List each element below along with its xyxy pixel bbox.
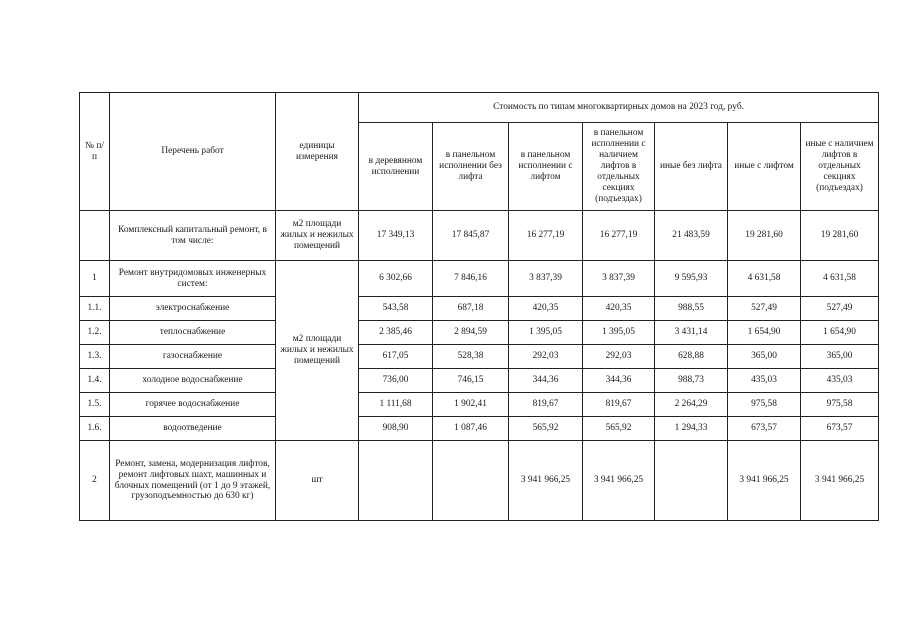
cell-value: 16 277,19 bbox=[583, 211, 655, 261]
cell-value: 19 281,60 bbox=[728, 211, 801, 261]
cell-value: 908,90 bbox=[359, 417, 433, 441]
cell-value: 3 837,39 bbox=[583, 261, 655, 297]
cost-table bbox=[79, 92, 879, 521]
row-num: 1.2. bbox=[80, 321, 110, 345]
table-row-section-2 bbox=[80, 441, 879, 521]
cell-value: 687,18 bbox=[433, 297, 509, 321]
cell-value: 344,36 bbox=[509, 369, 583, 393]
cell-value: 673,57 bbox=[801, 417, 879, 441]
cell-value: 617,05 bbox=[359, 345, 433, 369]
col-header-unit: единицы измерения bbox=[276, 93, 359, 211]
row-work: холодное водоснабжение bbox=[110, 369, 276, 393]
row-num: 1.1. bbox=[80, 297, 110, 321]
cell-value: 527,49 bbox=[728, 297, 801, 321]
cell-value bbox=[359, 441, 433, 521]
cell-value: 1 654,90 bbox=[801, 321, 879, 345]
cell-value: 3 837,39 bbox=[509, 261, 583, 297]
table-row bbox=[80, 297, 879, 321]
cell-value: 344,36 bbox=[583, 369, 655, 393]
cell-value: 3 941 966,25 bbox=[509, 441, 583, 521]
table-row-section-1 bbox=[80, 261, 879, 297]
row-work: газоснабжение bbox=[110, 345, 276, 369]
cell-value: 565,92 bbox=[509, 417, 583, 441]
cell-value: 21 483,59 bbox=[655, 211, 728, 261]
table-row bbox=[80, 321, 879, 345]
cell-value: 365,00 bbox=[728, 345, 801, 369]
col-header-type: в панельном исполнении с наличием лифтов в отдельных секциях (подъездах) bbox=[583, 123, 655, 211]
cell-value: 6 302,66 bbox=[359, 261, 433, 297]
row-unit: шт bbox=[276, 441, 359, 521]
row-num: 1.4. bbox=[80, 369, 110, 393]
cell-value: 673,57 bbox=[728, 417, 801, 441]
row-work: водоотведение bbox=[110, 417, 276, 441]
col-header-type: иные с лифтом bbox=[728, 123, 801, 211]
col-header-type: иные с наличием лифтов в отдельных секциях (подъездах) bbox=[801, 123, 879, 211]
cell-value: 292,03 bbox=[583, 345, 655, 369]
row-unit-merged: м2 площади жилых и нежилых помещений bbox=[276, 261, 359, 441]
cell-value: 3 941 966,25 bbox=[801, 441, 879, 521]
cell-value: 435,03 bbox=[728, 369, 801, 393]
cell-value: 628,88 bbox=[655, 345, 728, 369]
header-row-1 bbox=[80, 93, 879, 123]
table-row bbox=[80, 369, 879, 393]
cell-value: 17 845,87 bbox=[433, 211, 509, 261]
cell-value: 9 595,93 bbox=[655, 261, 728, 297]
col-header-type: в панельном исполнении без лифта bbox=[433, 123, 509, 211]
cell-value: 3 941 966,25 bbox=[583, 441, 655, 521]
cell-value: 2 385,46 bbox=[359, 321, 433, 345]
row-num: 1.3. bbox=[80, 345, 110, 369]
cell-value: 988,55 bbox=[655, 297, 728, 321]
cell-value: 1 111,68 bbox=[359, 393, 433, 417]
col-header-type: в деревянном исполнении bbox=[359, 123, 433, 211]
cell-value: 2 264,29 bbox=[655, 393, 728, 417]
cell-value: 3 941 966,25 bbox=[728, 441, 801, 521]
cell-value: 819,67 bbox=[583, 393, 655, 417]
row-work: электроснабжение bbox=[110, 297, 276, 321]
cell-value: 746,15 bbox=[433, 369, 509, 393]
cell-value: 7 846,16 bbox=[433, 261, 509, 297]
col-header-cost-group: Стоимость по типам многоквартирных домов на 2023 год, руб. bbox=[359, 93, 879, 123]
row-work: горячее водоснабжение bbox=[110, 393, 276, 417]
row-work: теплоснабжение bbox=[110, 321, 276, 345]
cell-value bbox=[655, 441, 728, 521]
cell-value: 528,38 bbox=[433, 345, 509, 369]
cell-value: 819,67 bbox=[509, 393, 583, 417]
cell-value: 565,92 bbox=[583, 417, 655, 441]
cell-value: 2 894,59 bbox=[433, 321, 509, 345]
cell-value: 292,03 bbox=[509, 345, 583, 369]
cell-value: 988,73 bbox=[655, 369, 728, 393]
cell-value: 975,58 bbox=[801, 393, 879, 417]
row-unit: м2 площади жилых и нежилых помещений bbox=[276, 211, 359, 261]
cell-value: 543,58 bbox=[359, 297, 433, 321]
cell-value: 1 087,46 bbox=[433, 417, 509, 441]
col-header-type: в панельном исполнении с лифтом bbox=[509, 123, 583, 211]
row-work: Комплексный капитальный ремонт, в том числе: bbox=[110, 211, 276, 261]
col-header-type: иные без лифта bbox=[655, 123, 728, 211]
table-row bbox=[80, 345, 879, 369]
cell-value: 4 631,58 bbox=[728, 261, 801, 297]
table-row-total bbox=[80, 211, 879, 261]
row-num: 1 bbox=[80, 261, 110, 297]
cell-value: 365,00 bbox=[801, 345, 879, 369]
cell-value: 527,49 bbox=[801, 297, 879, 321]
cell-value: 1 294,33 bbox=[655, 417, 728, 441]
row-num: 1.5. bbox=[80, 393, 110, 417]
cell-value: 435,03 bbox=[801, 369, 879, 393]
cell-value: 1 654,90 bbox=[728, 321, 801, 345]
cell-value: 1 395,05 bbox=[509, 321, 583, 345]
col-header-num: № п/п bbox=[80, 93, 110, 211]
cell-value: 975,58 bbox=[728, 393, 801, 417]
row-work: Ремонт, замена, модернизация лифтов, ремонт лифтовых шахт, машинных и блочных помещений (от 1 до 9 этажей, грузоподъемностью до 630 кг) bbox=[110, 441, 276, 521]
cell-value: 420,35 bbox=[509, 297, 583, 321]
cell-value: 736,00 bbox=[359, 369, 433, 393]
cell-value: 17 349,13 bbox=[359, 211, 433, 261]
row-work: Ремонт внутридомовых инженерных систем: bbox=[110, 261, 276, 297]
row-num: 1.6. bbox=[80, 417, 110, 441]
cell-value: 16 277,19 bbox=[509, 211, 583, 261]
cell-value: 3 431,14 bbox=[655, 321, 728, 345]
row-num bbox=[80, 211, 110, 261]
cell-value: 19 281,60 bbox=[801, 211, 879, 261]
cell-value bbox=[433, 441, 509, 521]
col-header-work: Перечень работ bbox=[110, 93, 276, 211]
table-row bbox=[80, 393, 879, 417]
row-num: 2 bbox=[80, 441, 110, 521]
cell-value: 1 395,05 bbox=[583, 321, 655, 345]
cell-value: 420,35 bbox=[583, 297, 655, 321]
cell-value: 1 902,41 bbox=[433, 393, 509, 417]
cell-value: 4 631,58 bbox=[801, 261, 879, 297]
table-row bbox=[80, 417, 879, 441]
